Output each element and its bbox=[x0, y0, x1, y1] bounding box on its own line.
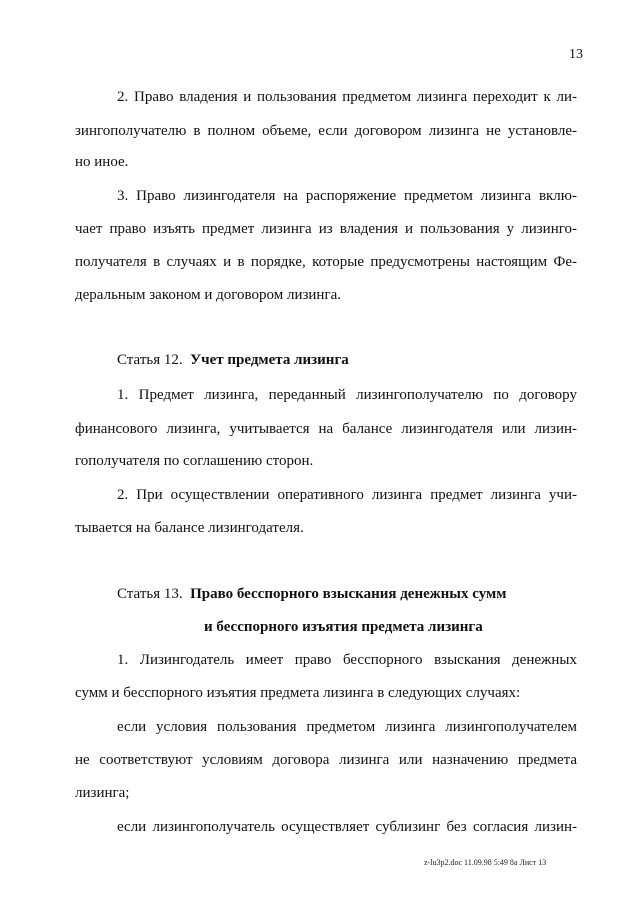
paragraph-line: 3. Право лизингодателя на распоряжение предметом лизинга вклю- bbox=[117, 188, 577, 204]
article-12-heading bbox=[117, 351, 349, 370]
page-number: 13 bbox=[569, 47, 583, 62]
paragraph-line: гополучателя по соглашению сторон. bbox=[75, 453, 314, 469]
paragraph-line: 1. Лизингодатель имеет право бесспорного взыскания денежных bbox=[117, 652, 577, 668]
article-title: Право бесспорного взыскания денежных сумм bbox=[190, 586, 507, 602]
article-title-continuation: и бесспорного изъятия предмета лизинга bbox=[204, 619, 483, 635]
paragraph-line: получателя в случаях и в порядке, которые предусмотрены настоящим Фе- bbox=[75, 254, 577, 270]
paragraph-line: 2. Право владения и пользования предметом лизинга переходит к ли- bbox=[117, 89, 577, 105]
article-13-heading bbox=[117, 585, 506, 604]
paragraph-line: зингополучателю в полном объеме, если договором лизинга не установле- bbox=[75, 123, 577, 139]
paragraph-line: деральным законом и договором лизинга. bbox=[75, 287, 342, 303]
paragraph-line: не соответствуют условиям договора лизинга или назначению предмета bbox=[75, 752, 577, 768]
paragraph-line: сумм и бесспорного изъятия предмета лизинга в следующих случаях: bbox=[75, 685, 521, 701]
paragraph-line: лизинга; bbox=[75, 785, 130, 801]
paragraph-line: тывается на балансе лизингодателя. bbox=[75, 520, 304, 536]
paragraph-line: если условия пользования предметом лизинга лизингополучателем bbox=[117, 719, 577, 735]
article-number: Статья 12. bbox=[117, 352, 183, 368]
paragraph-line: финансового лизинга, учитывается на балансе лизингодателя или лизин- bbox=[75, 421, 577, 437]
paragraph-line: 1. Предмет лизинга, переданный лизингополучателю по договору bbox=[117, 387, 577, 403]
article-number: Статья 13. bbox=[117, 586, 183, 602]
document-footer: z-lu3p2.doc 11.09.98 5:49 8a Лист 13 bbox=[424, 858, 547, 867]
paragraph-line: 2. При осуществлении оперативного лизинга предмет лизинга учи- bbox=[117, 487, 577, 503]
paragraph-line: но иное. bbox=[75, 154, 129, 170]
paragraph-line: чает право изъять предмет лизинга из владения и пользования у лизинго- bbox=[75, 221, 577, 237]
article-title: Учет предмета лизинга bbox=[190, 352, 349, 368]
paragraph-line: если лизингополучатель осуществляет сублизинг без согласия лизин- bbox=[117, 819, 577, 835]
